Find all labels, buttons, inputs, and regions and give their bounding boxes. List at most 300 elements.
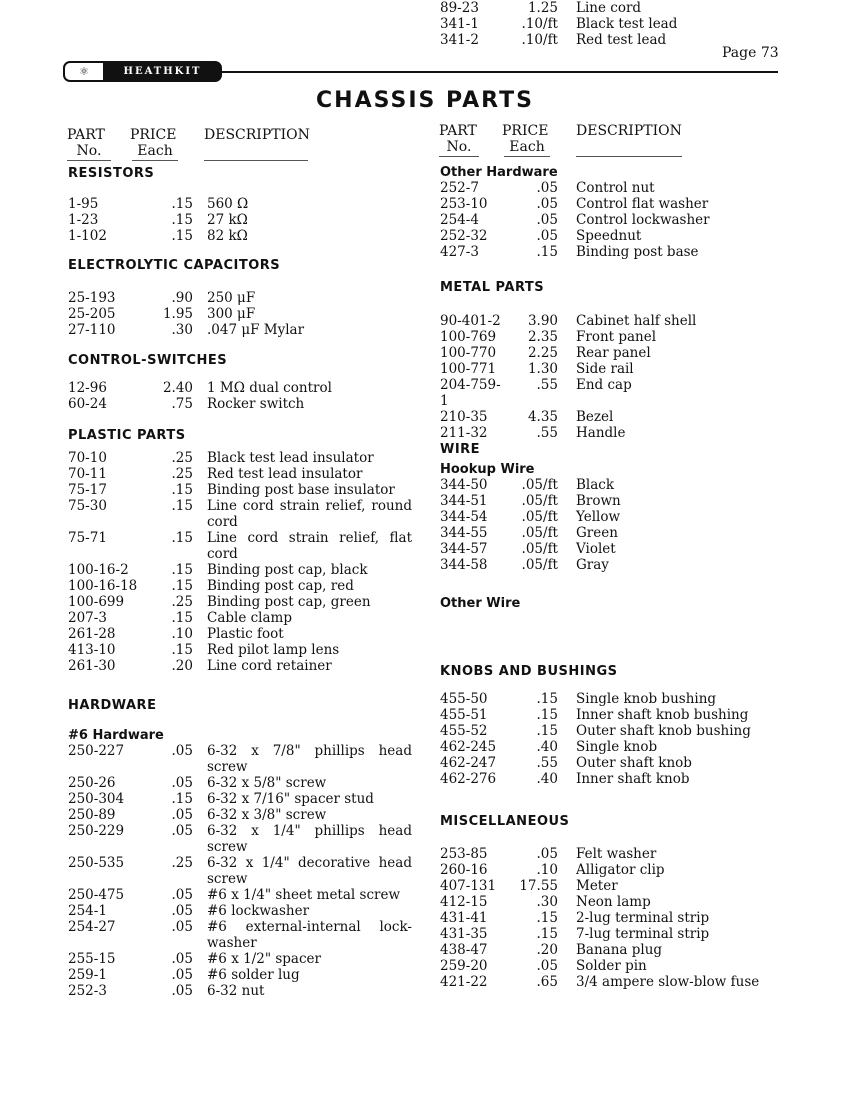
section-heading: RESISTORS xyxy=(68,166,155,181)
part-row xyxy=(440,329,786,345)
part-description: Violet xyxy=(576,541,616,557)
part-price: .10 xyxy=(171,626,193,642)
part-description: Line cord strain relief, round cord xyxy=(207,498,412,530)
part-price: .15 xyxy=(536,723,558,739)
part-number: 462-247 xyxy=(440,755,497,771)
part-row xyxy=(440,244,786,260)
part-description: #6 external-internal lock-washer xyxy=(207,919,412,951)
part-row xyxy=(68,887,412,903)
part-price: .25 xyxy=(171,594,193,610)
part-description: Red test lead insulator xyxy=(207,466,363,482)
part-price: .05 xyxy=(536,196,558,212)
part-number: 207-3 xyxy=(68,610,107,626)
part-number: 12-96 xyxy=(68,380,107,396)
part-row xyxy=(68,562,412,578)
logo-text: HEATHKIT xyxy=(105,63,220,80)
part-description: 6-32 nut xyxy=(207,983,265,999)
section-heading: HARDWARE xyxy=(68,698,157,713)
part-number: 75-17 xyxy=(68,482,107,498)
part-row xyxy=(440,228,786,244)
part-price: .15 xyxy=(171,610,193,626)
part-price: .25 xyxy=(171,450,193,466)
part-description: Brown xyxy=(576,493,621,509)
part-description: Front panel xyxy=(576,329,657,345)
part-description: Yellow xyxy=(576,509,621,525)
part-description: Green xyxy=(576,525,618,541)
part-row xyxy=(68,290,412,306)
part-description: Line cord retainer xyxy=(207,658,332,674)
atom-emblem-icon: ⚛ xyxy=(65,63,105,80)
part-price: .15 xyxy=(171,212,193,228)
hdr-no: No. xyxy=(439,139,479,157)
part-number: 204-759-1 xyxy=(440,377,501,409)
part-price: .05/ft xyxy=(521,525,558,541)
part-row xyxy=(440,541,786,557)
part-row xyxy=(68,196,412,212)
part-row xyxy=(68,807,412,823)
part-description: Felt washer xyxy=(576,846,657,862)
section-heading: ELECTROLYTIC CAPACITORS xyxy=(68,258,281,273)
part-number: 250-535 xyxy=(68,855,125,871)
part-row xyxy=(440,926,786,942)
part-row xyxy=(68,658,412,674)
part-price: .15 xyxy=(536,910,558,926)
part-description: Cabinet half shell xyxy=(576,313,697,329)
part-row xyxy=(440,212,786,228)
part-price: .30 xyxy=(536,894,558,910)
part-price: 2.40 xyxy=(162,380,193,396)
part-number: 261-28 xyxy=(68,626,116,642)
part-number: 413-10 xyxy=(68,642,116,658)
part-number: 75-30 xyxy=(68,498,107,514)
part-row xyxy=(440,846,786,862)
part-number: 462-245 xyxy=(440,739,497,755)
part-price: .15 xyxy=(171,530,193,546)
part-price: .40 xyxy=(536,739,558,755)
part-price: .05 xyxy=(536,846,558,862)
part-description: #6 lockwasher xyxy=(207,903,310,919)
part-number: 27-110 xyxy=(68,322,116,338)
part-description: Binding post base xyxy=(576,244,699,260)
part-description: Handle xyxy=(576,425,626,441)
part-description: #6 solder lug xyxy=(207,967,300,983)
part-number: 250-304 xyxy=(68,791,125,807)
part-row xyxy=(440,755,786,771)
section-heading: KNOBS AND BUSHINGS xyxy=(440,664,618,679)
part-price: .05 xyxy=(536,180,558,196)
hdr-each: Each xyxy=(504,139,550,157)
part-price: .15 xyxy=(171,562,193,578)
part-description: 250 μF xyxy=(207,290,256,306)
part-description: 6-32 x 7/8" phillips head screw xyxy=(207,743,412,775)
part-price: .05 xyxy=(171,887,193,903)
part-number: 25-193 xyxy=(68,290,116,306)
part-number: 344-55 xyxy=(440,525,488,541)
part-number: 344-54 xyxy=(440,509,488,525)
part-description: Black test lead insulator xyxy=(207,450,374,466)
part-row xyxy=(440,313,786,329)
part-description: Side rail xyxy=(576,361,634,377)
hdr-price: PRICE xyxy=(130,127,177,143)
part-row xyxy=(440,862,786,878)
part-price: 1.95 xyxy=(162,306,193,322)
part-price: .55 xyxy=(536,425,558,441)
part-number: 252-7 xyxy=(440,180,479,196)
part-number: 250-475 xyxy=(68,887,125,903)
hdr-part: PART xyxy=(439,123,477,139)
part-number: 427-3 xyxy=(440,244,479,260)
part-description: Single knob bushing xyxy=(576,691,717,707)
part-price: .15 xyxy=(171,642,193,658)
page-title: CHASSIS PARTS xyxy=(316,88,534,113)
hdr-no: No. xyxy=(67,143,111,161)
part-price: 2.35 xyxy=(527,329,558,345)
part-description: Binding post cap, black xyxy=(207,562,368,578)
part-number: 210-35 xyxy=(440,409,488,425)
part-row xyxy=(68,306,412,322)
part-row xyxy=(68,951,412,967)
part-row xyxy=(68,626,412,642)
part-description: Meter xyxy=(576,878,618,894)
part-number: 253-10 xyxy=(440,196,488,212)
part-description: 3/4 ampere slow-blow fuse xyxy=(576,974,760,990)
part-description: Single knob xyxy=(576,739,658,755)
part-row xyxy=(440,974,786,990)
part-row xyxy=(440,771,786,787)
part-row xyxy=(68,228,412,244)
parts-list xyxy=(68,196,412,244)
part-price: .05 xyxy=(171,903,193,919)
parts-list xyxy=(440,477,786,573)
parts-list xyxy=(440,0,786,48)
part-description: #6 x 1/4" sheet metal screw xyxy=(207,887,401,903)
part-row xyxy=(440,477,786,493)
part-number: 431-41 xyxy=(440,910,488,926)
header-rule xyxy=(218,71,778,73)
part-description: Red test lead xyxy=(576,32,667,48)
section-heading: MISCELLANEOUS xyxy=(440,814,570,829)
part-price: .30 xyxy=(171,322,193,338)
part-row xyxy=(440,942,786,958)
parts-list xyxy=(440,180,786,260)
part-number: 89-23 xyxy=(440,0,479,16)
part-row xyxy=(68,578,412,594)
part-description: Control flat washer xyxy=(576,196,709,212)
part-number: 1-95 xyxy=(68,196,99,212)
part-price: .15 xyxy=(171,228,193,244)
part-row xyxy=(440,739,786,755)
part-price: .20 xyxy=(536,942,558,958)
part-number: 462-276 xyxy=(440,771,497,787)
part-price: .05/ft xyxy=(521,509,558,525)
part-price: 4.35 xyxy=(527,409,558,425)
part-description: .047 μF Mylar xyxy=(207,322,305,338)
part-price: 2.25 xyxy=(527,345,558,361)
part-row xyxy=(68,775,412,791)
part-row xyxy=(440,180,786,196)
parts-list xyxy=(68,290,412,338)
part-row xyxy=(440,707,786,723)
section-heading: WIRE xyxy=(440,442,481,457)
page-number: Page 73 xyxy=(722,45,779,61)
part-price: .05/ft xyxy=(521,493,558,509)
part-row xyxy=(68,212,412,228)
part-number: 344-51 xyxy=(440,493,488,509)
part-price: .15 xyxy=(536,244,558,260)
part-row xyxy=(440,196,786,212)
part-number: 1-102 xyxy=(68,228,107,244)
part-row xyxy=(68,610,412,626)
part-price: .05 xyxy=(171,807,193,823)
part-number: 259-20 xyxy=(440,958,488,974)
part-description: 2-lug terminal strip xyxy=(576,910,710,926)
part-description: Line cord strain relief, flat cord xyxy=(207,530,412,562)
part-price: .20 xyxy=(171,658,193,674)
part-number: 260-16 xyxy=(440,862,488,878)
part-price: .05 xyxy=(171,919,193,935)
part-number: 211-32 xyxy=(440,425,488,441)
part-price: .75 xyxy=(171,396,193,412)
part-number: 70-11 xyxy=(68,466,107,482)
part-price: .05 xyxy=(171,983,193,999)
part-row xyxy=(440,894,786,910)
part-number: 25-205 xyxy=(68,306,116,322)
part-description: 82 kΩ xyxy=(207,228,248,244)
section-heading: PLASTIC PARTS xyxy=(68,428,186,443)
part-number: 341-1 xyxy=(440,16,479,32)
part-number: 60-24 xyxy=(68,396,107,412)
part-description: Gray xyxy=(576,557,609,573)
part-price: .55 xyxy=(536,377,558,393)
part-number: 455-51 xyxy=(440,707,488,723)
part-price: .40 xyxy=(536,771,558,787)
part-row xyxy=(68,967,412,983)
part-number: 250-89 xyxy=(68,807,116,823)
part-description: Rear panel xyxy=(576,345,651,361)
part-row xyxy=(68,642,412,658)
part-number: 261-30 xyxy=(68,658,116,674)
part-number: 254-4 xyxy=(440,212,479,228)
part-description: 6-32 x 5/8" screw xyxy=(207,775,327,791)
part-price: .05 xyxy=(171,823,193,839)
part-price: .05 xyxy=(171,743,193,759)
part-row xyxy=(68,380,412,396)
part-price: .25 xyxy=(171,466,193,482)
parts-list xyxy=(440,846,786,990)
part-row xyxy=(440,493,786,509)
part-price: .15 xyxy=(171,482,193,498)
part-price: 1.25 xyxy=(527,0,558,16)
part-row xyxy=(440,557,786,573)
parts-list xyxy=(440,691,786,787)
part-row xyxy=(68,482,412,498)
part-row xyxy=(440,723,786,739)
part-price: .10 xyxy=(536,862,558,878)
part-number: 250-229 xyxy=(68,823,125,839)
part-number: 431-35 xyxy=(440,926,488,942)
part-number: 412-15 xyxy=(440,894,488,910)
section-subheading: #6 Hardware xyxy=(68,728,164,743)
parts-list xyxy=(68,380,412,412)
part-description: Line cord xyxy=(576,0,642,16)
part-price: .15 xyxy=(536,926,558,942)
part-number: 344-57 xyxy=(440,541,488,557)
part-description: 300 μF xyxy=(207,306,256,322)
part-number: 90-401-2 xyxy=(440,313,501,329)
part-row xyxy=(440,525,786,541)
part-price: 1.30 xyxy=(527,361,558,377)
part-row xyxy=(68,594,412,610)
part-description: Alligator clip xyxy=(576,862,665,878)
part-description: 7-lug terminal strip xyxy=(576,926,710,942)
hdr-each: Each xyxy=(132,143,178,161)
part-number: 1-23 xyxy=(68,212,99,228)
part-row xyxy=(440,878,786,894)
parts-list xyxy=(68,450,412,674)
part-number: 100-16-18 xyxy=(68,578,138,594)
part-price: .15 xyxy=(171,791,193,807)
part-price: .15 xyxy=(536,707,558,723)
part-row xyxy=(440,425,786,441)
part-price: .05 xyxy=(536,228,558,244)
part-description: Control lockwasher xyxy=(576,212,710,228)
part-row xyxy=(440,509,786,525)
part-price: 17.55 xyxy=(519,878,558,894)
part-description: 6-32 x 1/4" decorative head screw xyxy=(207,855,412,887)
part-description: Control nut xyxy=(576,180,655,196)
part-description: 6-32 x 1/4" phillips head screw xyxy=(207,823,412,855)
part-price: .05/ft xyxy=(521,557,558,573)
part-row xyxy=(68,530,412,562)
part-description: Outer shaft knob bushing xyxy=(576,723,751,739)
part-number: 455-50 xyxy=(440,691,488,707)
part-price: .15 xyxy=(171,498,193,514)
part-number: 344-58 xyxy=(440,557,488,573)
part-number: 253-85 xyxy=(440,846,488,862)
hdr-desc-rule xyxy=(576,139,682,157)
parts-list xyxy=(440,313,786,441)
part-description: Inner shaft knob xyxy=(576,771,690,787)
section-heading: METAL PARTS xyxy=(440,280,545,295)
part-price: .15 xyxy=(171,578,193,594)
part-row xyxy=(68,903,412,919)
part-description: Solder pin xyxy=(576,958,647,974)
part-row xyxy=(440,691,786,707)
part-price: .05/ft xyxy=(521,477,558,493)
part-row xyxy=(68,450,412,466)
part-description: 560 Ω xyxy=(207,196,249,212)
part-number: 100-16-2 xyxy=(68,562,129,578)
part-row xyxy=(440,958,786,974)
part-price: .05/ft xyxy=(521,541,558,557)
part-price: .90 xyxy=(171,290,193,306)
part-description: #6 x 1/2" spacer xyxy=(207,951,321,967)
part-description: Speednut xyxy=(576,228,642,244)
part-number: 259-1 xyxy=(68,967,107,983)
part-description: Outer shaft knob xyxy=(576,755,692,771)
hdr-desc: DESCRIPTION xyxy=(576,123,682,139)
part-description: Rocker switch xyxy=(207,396,305,412)
part-description: 27 kΩ xyxy=(207,212,248,228)
part-price: .05 xyxy=(171,775,193,791)
part-number: 250-227 xyxy=(68,743,125,759)
part-description: Banana plug xyxy=(576,942,663,958)
section-heading: CONTROL-SWITCHES xyxy=(68,353,228,368)
section-subheading: Hookup Wire xyxy=(440,462,535,477)
part-description: End cap xyxy=(576,377,632,393)
part-description: Neon lamp xyxy=(576,894,651,910)
part-number: 254-27 xyxy=(68,919,116,935)
part-description: Black xyxy=(576,477,615,493)
part-description: 1 MΩ dual control xyxy=(207,380,332,396)
part-number: 421-22 xyxy=(440,974,488,990)
part-price: .05 xyxy=(536,212,558,228)
part-row xyxy=(68,466,412,482)
part-price: .05 xyxy=(536,958,558,974)
heathkit-logo xyxy=(63,61,222,82)
part-number: 254-1 xyxy=(68,903,107,919)
part-row xyxy=(68,322,412,338)
hdr-desc: DESCRIPTION xyxy=(204,127,310,143)
section-subheading: Other Wire xyxy=(440,596,521,611)
part-row xyxy=(68,919,412,951)
part-description: Binding post cap, green xyxy=(207,594,371,610)
part-description: 6-32 x 7/16" spacer stud xyxy=(207,791,374,807)
part-row xyxy=(68,498,412,530)
part-number: 344-50 xyxy=(440,477,488,493)
part-description: Red pilot lamp lens xyxy=(207,642,340,658)
part-description: Black test lead xyxy=(576,16,678,32)
part-number: 455-52 xyxy=(440,723,488,739)
part-price: .55 xyxy=(536,755,558,771)
part-row xyxy=(440,361,786,377)
part-number: 341-2 xyxy=(440,32,479,48)
part-row xyxy=(68,823,412,855)
part-description: Binding post base insulator xyxy=(207,482,395,498)
part-row xyxy=(440,409,786,425)
part-price: .05 xyxy=(171,967,193,983)
part-row xyxy=(440,377,786,409)
part-row xyxy=(440,345,786,361)
part-number: 100-769 xyxy=(440,329,497,345)
part-price: .15 xyxy=(171,196,193,212)
part-number: 100-770 xyxy=(440,345,497,361)
part-row xyxy=(440,32,786,48)
part-number: 100-699 xyxy=(68,594,125,610)
part-price: .05 xyxy=(171,951,193,967)
part-row xyxy=(68,396,412,412)
part-price: .65 xyxy=(536,974,558,990)
part-row xyxy=(68,743,412,775)
hdr-part: PART xyxy=(67,127,105,143)
part-number: 100-771 xyxy=(440,361,497,377)
part-description: Plastic foot xyxy=(207,626,284,642)
part-description: Cable clamp xyxy=(207,610,292,626)
part-price: 3.90 xyxy=(527,313,558,329)
part-price: .10/ft xyxy=(521,32,558,48)
part-number: 250-26 xyxy=(68,775,116,791)
part-row xyxy=(440,0,786,16)
part-row xyxy=(68,791,412,807)
hdr-price: PRICE xyxy=(502,123,549,139)
part-row xyxy=(68,855,412,887)
part-number: 407-131 xyxy=(440,878,497,894)
parts-list xyxy=(68,743,412,999)
part-number: 252-3 xyxy=(68,983,107,999)
part-description: Inner shaft knob bushing xyxy=(576,707,749,723)
part-number: 70-10 xyxy=(68,450,107,466)
part-number: 255-15 xyxy=(68,951,116,967)
